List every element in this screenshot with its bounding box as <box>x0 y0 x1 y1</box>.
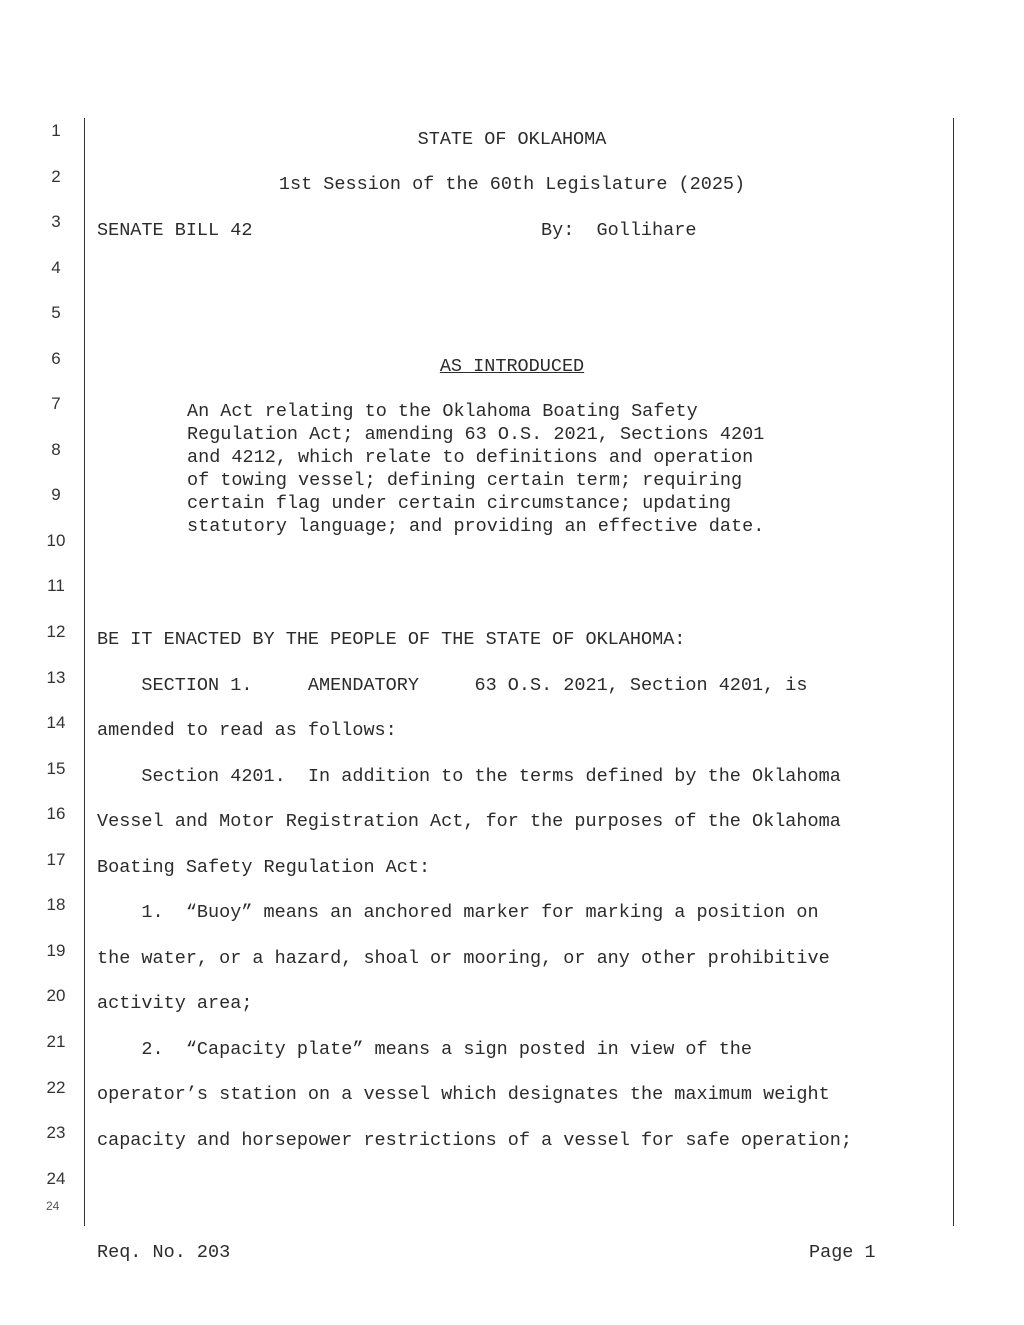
line-number: 6 <box>51 349 61 368</box>
title-line: and 4212, which relate to definitions and operation <box>187 447 754 468</box>
line-number: 21 <box>46 1032 66 1051</box>
body-line: Section 4201. In addition to the terms defined by the Oklahoma <box>97 766 841 787</box>
page-number: Page 1 <box>809 1242 876 1263</box>
bill-author: By: Gollihare <box>541 220 697 241</box>
line-number: 18 <box>46 895 66 914</box>
line-number: 10 <box>46 531 66 550</box>
line-number: 24 <box>46 1169 66 1188</box>
bill-number: SENATE BILL 42 <box>97 220 253 241</box>
line-number: 15 <box>46 759 66 778</box>
bill-title <box>187 400 764 538</box>
line-number: 2 <box>51 167 61 186</box>
line-number: 5 <box>51 303 61 322</box>
title-line: statutory language; and providing an effective date. <box>187 516 765 537</box>
body-line: the water, or a hazard, shoal or mooring, or any other prohibitive <box>97 948 830 969</box>
line-number: 23 <box>46 1123 66 1142</box>
bill-status: AS INTRODUCED <box>439 356 585 377</box>
enacting-clause: BE IT ENACTED BY THE PEOPLE OF THE STATE OF OKLAHOMA: <box>97 629 686 650</box>
line-number: 19 <box>46 941 66 960</box>
title-line: of towing vessel; defining certain term; requiring <box>187 470 743 491</box>
line-number: 13 <box>46 668 66 687</box>
line-number: 11 <box>47 576 65 595</box>
body-line: 2. “Capacity plate” means a sign posted in view of the <box>97 1039 753 1060</box>
body-line: 1. “Buoy” means an anchored marker for marking a position on <box>97 902 819 923</box>
title-line: Regulation Act; amending 63 O.S. 2021, Sections 4201 <box>187 424 765 445</box>
line-number: 22 <box>46 1078 66 1097</box>
body-line: activity area; <box>97 993 253 1014</box>
body-line: operator’s station on a vessel which designates the maximum weight <box>97 1084 830 1105</box>
cutoff-line-number: 24 <box>46 1199 60 1213</box>
line-number: 8 <box>51 440 61 459</box>
body-line: Vessel and Motor Registration Act, for the purposes of the Oklahoma <box>97 811 841 832</box>
line-number: 1 <box>51 121 61 140</box>
line-number: 9 <box>51 485 61 504</box>
title-line: An Act relating to the Oklahoma Boating Safety <box>187 401 698 422</box>
body-line: SECTION 1. AMENDATORY 63 O.S. 2021, Section 4201, is <box>97 675 808 696</box>
session-heading: 1st Session of the 60th Legislature (2025) <box>278 174 746 195</box>
line-number: 7 <box>51 394 61 413</box>
line-number: 16 <box>46 804 66 823</box>
line-number: 4 <box>51 258 61 277</box>
body-line: Boating Safety Regulation Act: <box>97 857 431 878</box>
line-number: 17 <box>46 850 66 869</box>
line-number: 12 <box>46 622 66 641</box>
body-line: amended to read as follows: <box>97 720 397 741</box>
line-number: 20 <box>46 986 66 1005</box>
right-margin-rule <box>953 118 954 1226</box>
title-line: certain flag under certain circumstance; updating <box>187 493 731 514</box>
body-line: capacity and horsepower restrictions of a vessel for safe operation; <box>97 1130 852 1151</box>
request-number: Req. No. 203 <box>97 1242 231 1263</box>
left-margin-rule <box>84 118 85 1226</box>
line-number: 14 <box>46 713 66 732</box>
line-number: 3 <box>51 212 61 231</box>
state-heading: STATE OF OKLAHOMA <box>417 129 607 150</box>
